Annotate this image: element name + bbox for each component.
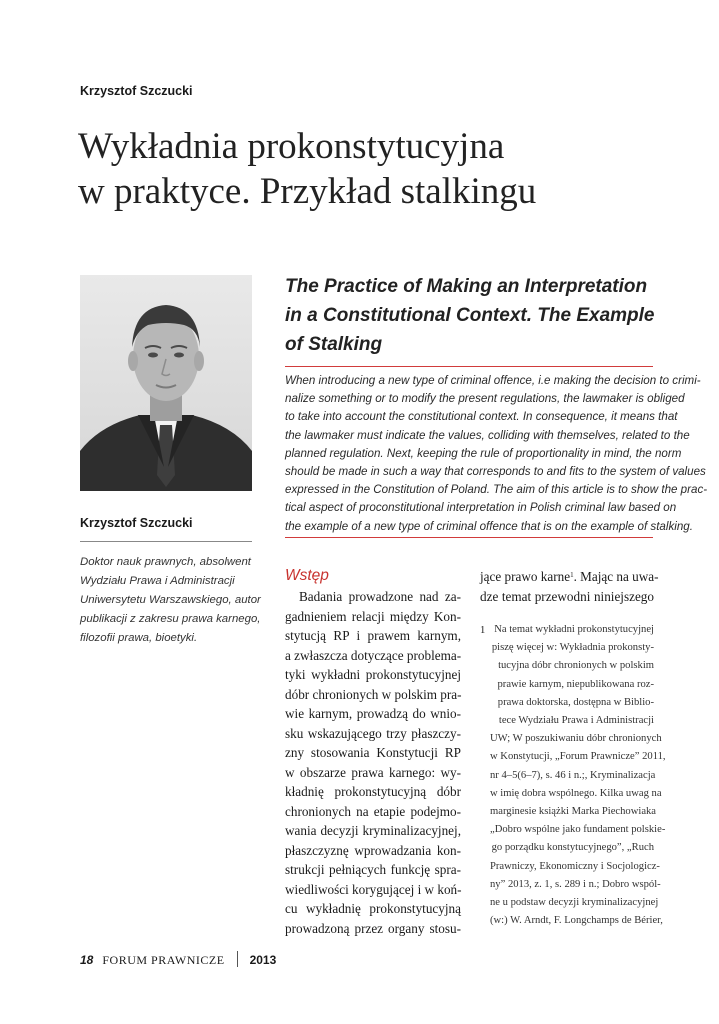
body-line: tyki wykładni prokonstytucyjnej — [285, 667, 461, 682]
abstract-line: When introducing a new type of criminal offence, i.e making the decision to crimi- — [285, 374, 701, 387]
page-number: 18 — [80, 953, 94, 967]
article-title — [78, 124, 678, 214]
abstract — [285, 372, 708, 536]
author-bio — [80, 553, 260, 648]
footnote-line: prawie karnym, niepublikowana roz- — [497, 678, 654, 690]
body-line: wiedliwości korygującej i w koń- — [285, 881, 462, 897]
abstract-line: nalize something or to modify the present regulations, the lawmaker is obliged — [285, 392, 685, 406]
bio-line: Uniwersytetu Warszawskiego, autor — [80, 594, 261, 606]
abstract-line: the lawmaker must indicate the values, colliding with themselves, related to the — [285, 428, 690, 442]
footnote — [490, 621, 666, 930]
footnote-line: UW; W poszukiwaniu dóbr chronionych — [490, 733, 662, 745]
footnote-line: w imię dobra wspólnego. Kilka uwag na — [490, 787, 662, 799]
body-line: wie karnym, prowadzą do wnio- — [285, 706, 461, 721]
footnote-line: w Konstytucji, „Forum Prawnicze” 2011, — [490, 751, 666, 763]
abstract-line: the example of a new type of criminal offence that is on the example of stalking. — [285, 519, 693, 533]
journal-name: FORUM PRAWNICZE — [102, 953, 225, 967]
body-column-2 — [480, 567, 659, 606]
body-line: dze temat przewodni niniejszego — [480, 588, 654, 604]
footnote-line: nr 4–5(6–7), s. 46 i n.;, Kryminalizacja — [490, 769, 656, 781]
body-line: kładnię prokonstytucyjną dóbr — [285, 784, 461, 799]
abstract-bottom-rule — [285, 537, 653, 538]
body-line: gadnieniem relacji między Kon- — [285, 608, 461, 624]
footnote-line: ne u podstaw decyzji kryminalizacyjnej — [490, 897, 659, 909]
body-line: płaszczyznę wprowadzania kon- — [285, 842, 461, 858]
body-line: strukcji pełniących funkcję spra- — [285, 862, 461, 877]
bio-line: publikacji z zakresu prawa karnego, — [80, 613, 261, 625]
footnote-line: tece Wydziału Prawa i Administracji — [498, 715, 654, 727]
author-photo — [80, 275, 252, 491]
body-line: cu wykładnię prokonstytucyjną — [285, 901, 461, 916]
abstract-line: planned regulation. Next, keeping the rule of proportionality in mind, the norm — [285, 446, 682, 460]
body-line: a zwłaszcza dotyczące problema- — [285, 647, 462, 663]
abstract-line: tical aspect of proconstitutional interpretation in Polish criminal law based on — [285, 501, 677, 515]
journal-year: 2013 — [249, 953, 277, 967]
abstract-line: to take into account the constitutional context. In consequence, it means that — [285, 410, 678, 424]
footnote-reference[interactable]: 1 — [570, 571, 574, 579]
author-name-sidebar: Krzysztof Szczucki — [80, 516, 193, 530]
footnote-line: marginesie książki Marka Piechowiaka — [490, 806, 657, 818]
author-portrait-image — [80, 275, 252, 491]
body-column-1 — [285, 587, 461, 938]
body-line: dóbr chronionych w polskim pra- — [285, 686, 462, 702]
body-line: wania decyzji kryminalizacyjnej, — [285, 823, 461, 838]
english-title-line-3: of Stalking — [285, 334, 383, 355]
footnote-line: (w:) W. Arndt, F. Longchamps de Bérier, — [490, 915, 663, 927]
footnote-line: piszę więcej w: Wykładnia prokonsty- — [491, 642, 654, 654]
section-heading: Wstęp — [285, 567, 329, 584]
footer-separator — [237, 951, 238, 967]
body-line: w obszarze prawa karnego: wy- — [285, 764, 461, 780]
english-title-line-2: in a Constitutional Context. The Example — [285, 305, 655, 326]
author-sidebar-rule — [80, 541, 252, 542]
footnote-line: „Dobro wspólne jako fundament polskie- — [490, 824, 666, 836]
bio-line: Doktor nauk prawnych, absolwent — [80, 556, 251, 568]
footnote-line: go porządku konstytucyjnego”, „Ruch — [491, 842, 654, 854]
body-line: chronionych na etapie podejmo- — [285, 803, 461, 819]
footnote-line: tucyjna dóbr chronionych w polskim — [498, 660, 654, 672]
abstract-top-rule — [285, 366, 653, 367]
body-line: stytucją RP i prawem karnym, — [285, 628, 461, 643]
body-line: zny stosowania Konstytucji RP — [285, 745, 461, 760]
article-title-line-1: Wykładnia prokonstytucyjna — [78, 126, 505, 167]
english-title — [285, 272, 665, 359]
english-title-line-1: The Practice of Making an Interpretation — [285, 276, 648, 297]
body-line — [480, 567, 659, 587]
body-line: prowadzoną przez organy stosu- — [285, 920, 461, 936]
footnote-line: Prawniczy, Ekonomiczny i Socjologicz- — [490, 860, 660, 872]
footnote-line: Na temat wykładni prokonstytucyjnej — [494, 624, 654, 635]
footnote-line: ny” 2013, z. 1, s. 289 i n.; Dobro wspól- — [490, 878, 661, 890]
footnote-line: prawa doktorska, dostępna w Biblio- — [497, 696, 654, 708]
abstract-line: should be made in such a way that corresponds to and fits to the system of values — [285, 465, 706, 479]
footnote-number: 1 — [480, 625, 486, 636]
author-name-header: Krzysztof Szczucki — [80, 84, 193, 98]
abstract-line: expressed in the Constitution of Poland. The aim of this article is to show the prac- — [285, 483, 708, 497]
bio-line: filozofii prawa, bioetyki. — [80, 632, 198, 644]
body-text: jące prawo karne — [480, 569, 571, 584]
bio-line: Wydziału Prawa i Administracji — [80, 575, 235, 587]
article-title-line-2: w praktyce. Przykład stalkingu — [78, 171, 537, 212]
body-line: sku wskazującego trzy płaszczy- — [285, 725, 461, 741]
page-footer — [80, 951, 276, 968]
body-line: Badania prowadzone nad za- — [299, 589, 461, 604]
body-text: . Mając na uwa- — [573, 569, 659, 584]
